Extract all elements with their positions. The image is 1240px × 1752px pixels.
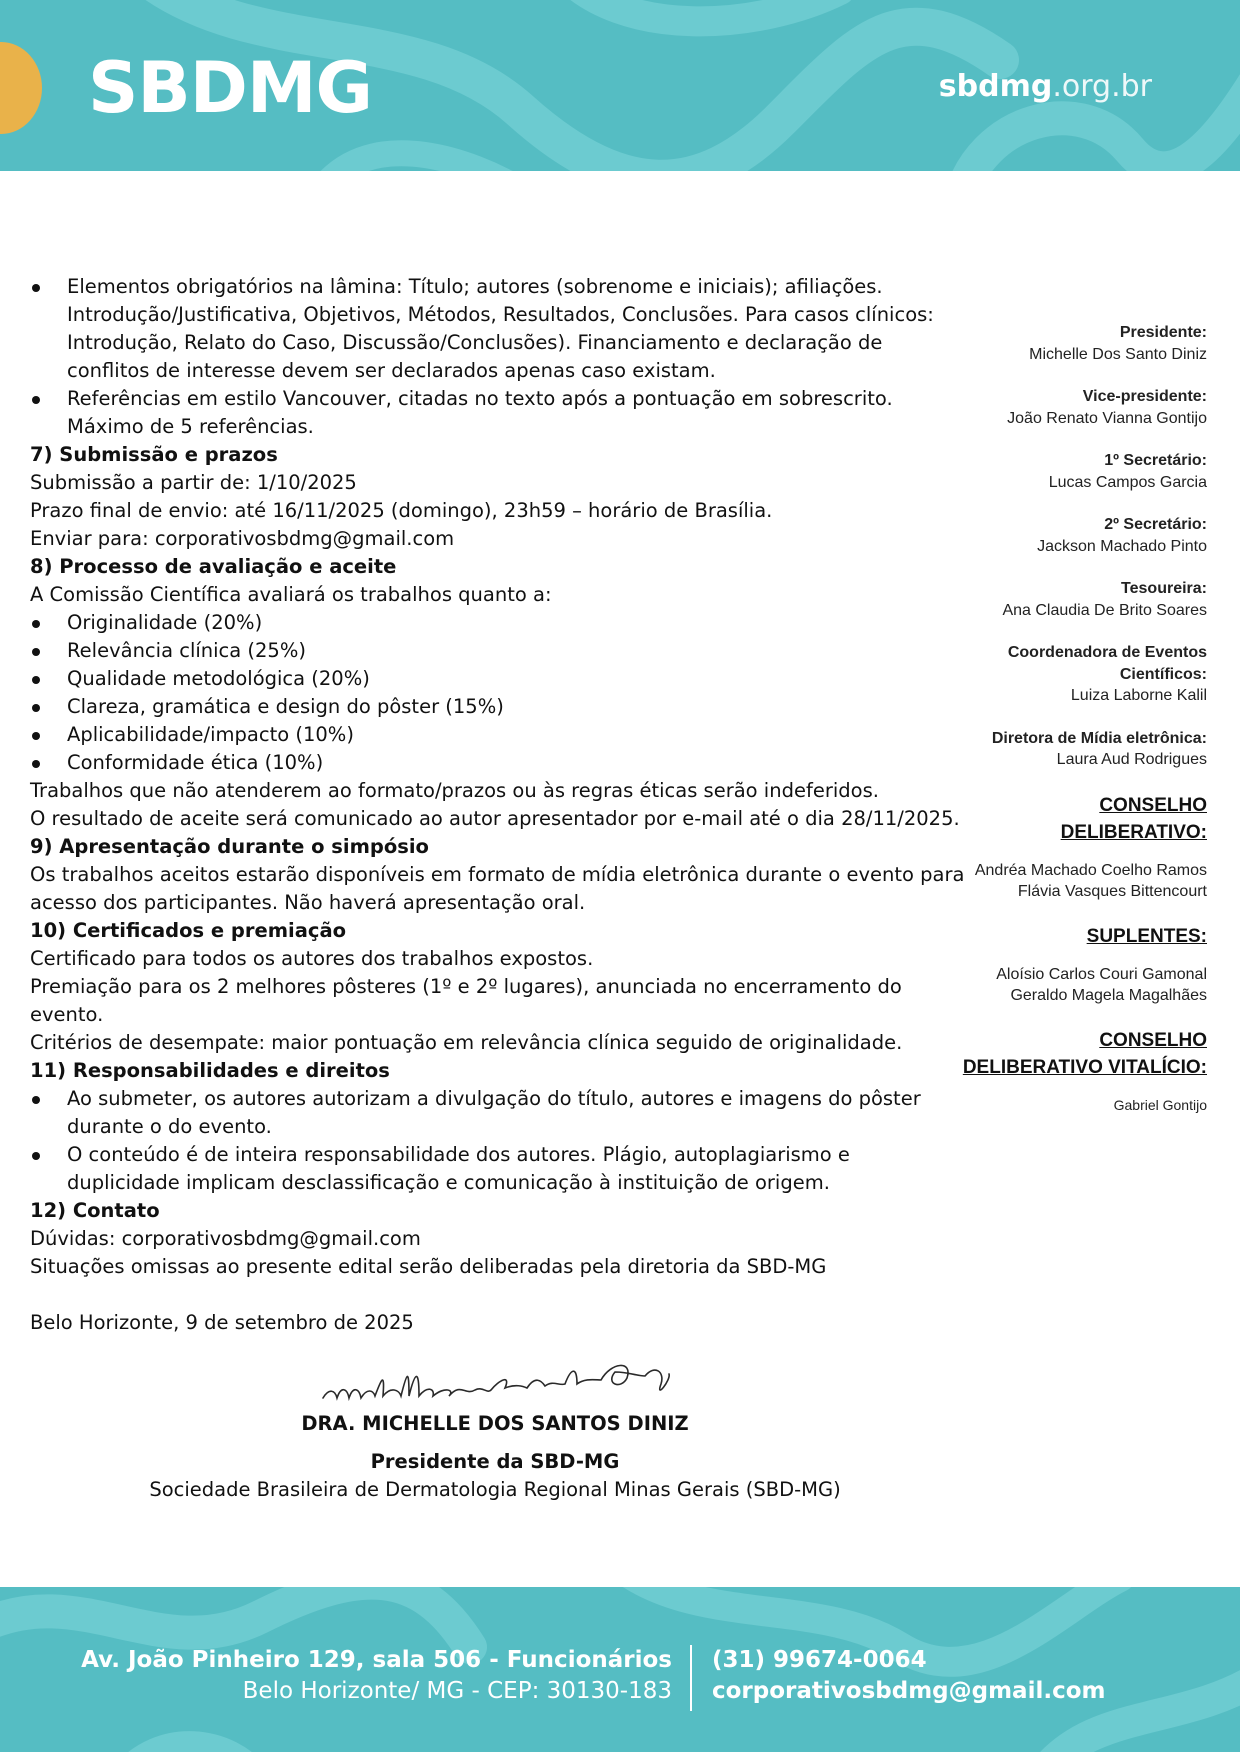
list-item: Qualidade metodológica (20%)	[30, 665, 965, 693]
board-title: Vice-presidente:	[1082, 388, 1207, 405]
board-name: Michelle Dos Santo Diniz	[1029, 345, 1207, 363]
section-title-submission: 7) Submissão e prazos	[30, 443, 278, 466]
certificates-line: Certificado para todos os autores dos trabalhos expostos.	[30, 947, 594, 970]
member-name: Flávia Vasques Bittencourt	[1017, 883, 1207, 900]
suplentes-heading: SUPLENTES:	[1086, 925, 1207, 947]
board-name: João Renato Vianna Gontijo	[1007, 409, 1207, 427]
member-name: Andréa Machado Coelho Ramos	[974, 861, 1207, 879]
conselho-members	[957, 860, 1207, 903]
email-address[interactable]: corporativosbdmg@gmail.com	[712, 1678, 1106, 1704]
address-line-1: Av. João Pinheiro 129, sala 506 - Funcionários	[81, 1647, 672, 1673]
board-name: Luiza Laborne Kalil	[1070, 687, 1207, 704]
footer-address	[81, 1645, 672, 1707]
list-item: O conteúdo é de inteira responsabilidade dos autores. Plágio, autoplagiarismo e duplicidade implicam desclassificação e comunicação à instituição de origem.	[30, 1141, 965, 1197]
address-line-2: Belo Horizonte/ MG - CEP: 30130-183	[242, 1678, 672, 1704]
signatory-name: DRA. MICHELLE DOS SANTOS DINIZ	[301, 1412, 689, 1435]
presentation-text: Os trabalhos aceitos estarão disponíveis em formato de mídia eletrônica durante o evento para acesso dos participantes. Não haverá apresentação oral.	[30, 863, 965, 914]
awards-line: Premiação para os 2 melhores pôsteres (1º e 2º lugares), anunciada no encerramento do evento.	[30, 975, 902, 1026]
list-item: Clareza, gramática e design do pôster (15%)	[30, 693, 965, 721]
board-member	[957, 514, 1207, 557]
submission-deadline: Prazo final de envio: até 16/11/2025 (domingo), 23h59 – horário de Brasília.	[30, 499, 773, 522]
board-member	[957, 642, 1207, 707]
letterhead-header	[0, 0, 1240, 171]
list-item: Aplicabilidade/impacto (10%)	[30, 721, 965, 749]
vitalicio-heading: CONSELHO DELIBERATIVO VITALÍCIO:	[962, 1029, 1207, 1078]
evaluation-criteria-list	[30, 609, 965, 777]
suplentes-members	[957, 964, 1207, 1007]
list-item: Originalidade (20%)	[30, 609, 965, 637]
conselho-heading: CONSELHO DELIBERATIVO:	[1060, 794, 1207, 843]
signatory-role: Presidente da SBD-MG	[370, 1450, 620, 1473]
board-name: Jackson Machado Pinto	[1037, 537, 1207, 555]
vitalicio-members	[957, 1095, 1207, 1117]
website-address[interactable]	[939, 68, 1152, 106]
tiebreak-line: Critérios de desempate: maior pontuação em relevância clínica seguido de originalidade.	[30, 1031, 903, 1054]
board-member	[957, 578, 1207, 621]
member-name: Gabriel Gontijo	[1113, 1096, 1207, 1113]
board-name: Lucas Campos Garcia	[1048, 473, 1207, 491]
section-title-evaluation: 8) Processo de avaliação e aceite	[30, 555, 397, 578]
section-title-responsibilities: 11) Responsabilidades e direitos	[30, 1059, 390, 1082]
footer-contact	[712, 1645, 1105, 1707]
site-domain-suffix: .org.br	[1052, 69, 1152, 104]
section-title-certificates: 10) Certificados e premiação	[30, 919, 347, 942]
board-name: Laura Aud Rodrigues	[1056, 751, 1207, 768]
list-item: Referências em estilo Vancouver, citadas no texto após a pontuação em sobrescrito. Máximo de 5 referências.	[30, 385, 965, 441]
signature-block	[130, 1350, 860, 1504]
board-title: 2º Secretário:	[1104, 516, 1207, 533]
acceptance-note: O resultado de aceite será comunicado ao autor apresentador por e-mail até o dia 28/11/2025.	[30, 807, 960, 830]
list-item: Elementos obrigatórios na lâmina: Título; autores (sobrenome e iniciais); afiliações. Introdução/Justificativa, Objetivos, Métodos, Resultados, Conclusões. Para casos clínicos: Introdução, Relato do Caso, Discussão/Conclusões). Financiamento e declaração de conflitos de interesse devem ser declarados apenas caso existam.	[30, 273, 965, 385]
omissions-note: Situações omissas ao presente edital serão deliberadas pela diretoria da SBD-MG	[30, 1255, 827, 1278]
responsibilities-list	[30, 1085, 965, 1197]
member-name: Geraldo Magela Magalhães	[1010, 987, 1207, 1004]
submission-start: Submissão a partir de: 1/10/2025	[30, 471, 357, 494]
board-name: Ana Claudia De Brito Soares	[1002, 601, 1207, 619]
handwritten-signature	[315, 1350, 675, 1410]
board-member	[957, 322, 1207, 365]
poster-requirements-list	[30, 273, 965, 441]
phone-number[interactable]: (31) 99674-0064	[712, 1647, 927, 1673]
board-sidebar	[957, 322, 1207, 1126]
board-title: Presidente:	[1119, 324, 1207, 341]
board-member	[957, 386, 1207, 429]
board-title: Tesoureira:	[1121, 580, 1207, 597]
sbdmg-logo: SBDMG	[88, 47, 372, 129]
footer-divider	[690, 1645, 692, 1711]
member-name: Aloísio Carlos Couri Gamonal	[996, 965, 1207, 983]
date-line: Belo Horizonte, 9 de setembro de 2025	[30, 1311, 414, 1334]
list-item: Conformidade ética (10%)	[30, 749, 965, 777]
board-title: Coordenadora de Eventos Científicos:	[1007, 644, 1207, 683]
site-domain-bold: sbdmg	[938, 69, 1053, 104]
submission-email: Enviar para: corporativosbdmg@gmail.com	[30, 527, 455, 550]
edital-body	[30, 273, 965, 1337]
board-title: 1º Secretário:	[1104, 452, 1207, 469]
board-member	[957, 728, 1207, 771]
board-title: Diretora de Mídia eletrônica:	[991, 729, 1207, 747]
board-member	[957, 450, 1207, 493]
section-title-contact: 12) Contato	[30, 1199, 160, 1222]
section-title-presentation: 9) Apresentação durante o simpósio	[30, 835, 429, 858]
rejection-note: Trabalhos que não atenderem ao formato/prazos ou às regras éticas serão indeferidos.	[30, 779, 879, 802]
letterhead-footer	[0, 1587, 1240, 1752]
list-item: Ao submeter, os autores autorizam a divulgação do título, autores e imagens do pôster durante o do evento.	[30, 1085, 965, 1141]
contact-email-line: Dúvidas: corporativosbdmg@gmail.com	[30, 1227, 421, 1250]
list-item: Relevância clínica (25%)	[30, 637, 965, 665]
signatory-organization: Sociedade Brasileira de Dermatologia Regional Minas Gerais (SBD-MG)	[149, 1478, 841, 1501]
evaluation-intro: A Comissão Científica avaliará os trabalhos quanto a:	[30, 583, 552, 606]
